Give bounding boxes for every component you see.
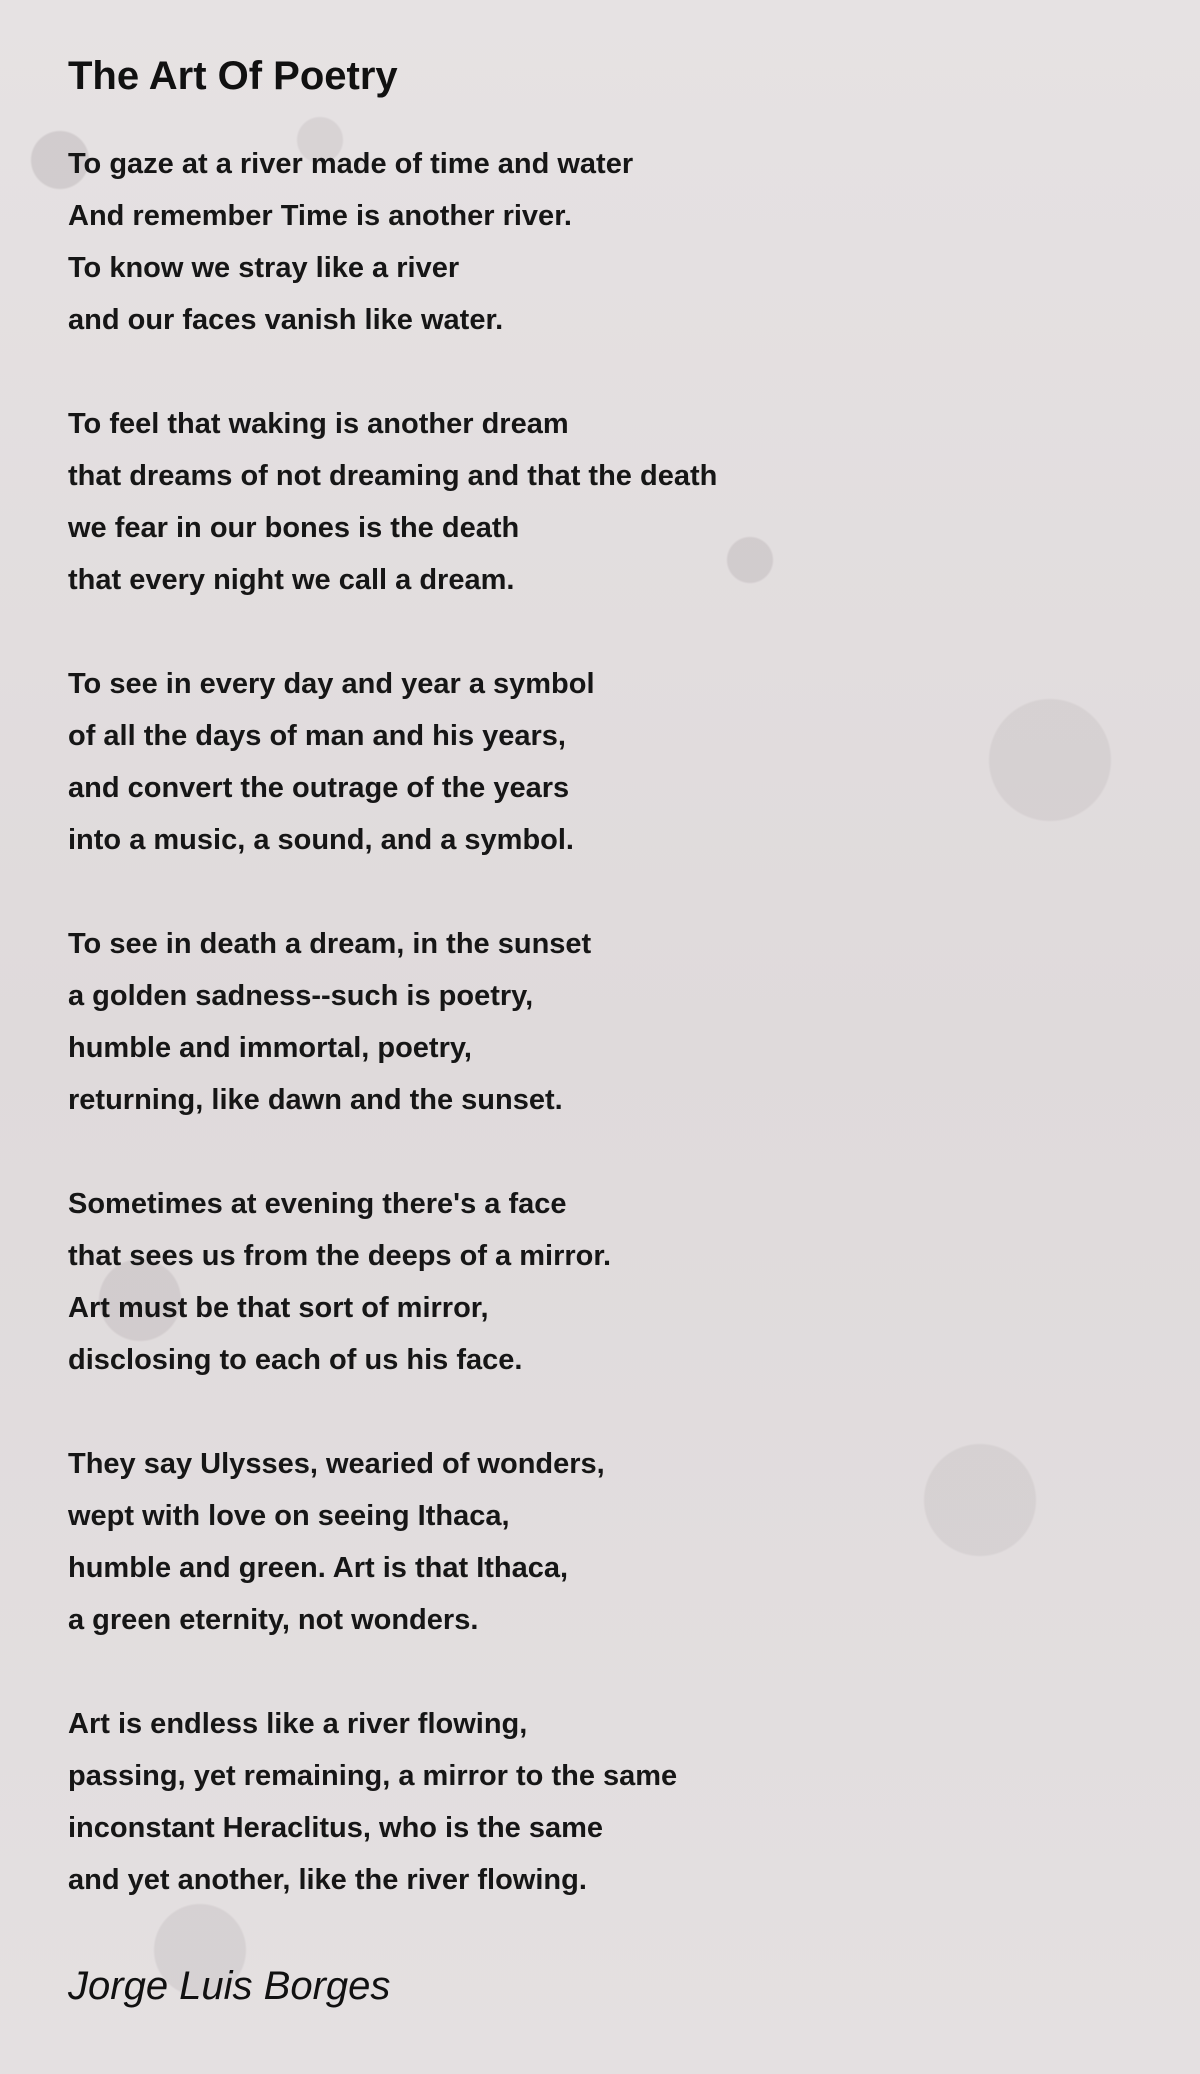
poem-line: Sometimes at evening there's a face <box>68 1188 567 1220</box>
poem-line: To see in death a dream, in the sunset <box>68 928 592 960</box>
poem-line: and convert the outrage of the years <box>68 772 570 804</box>
poem-line: Art is endless like a river flowing, <box>68 1708 528 1740</box>
poem-line: Art must be that sort of mirror, <box>68 1292 489 1324</box>
poem-line: disclosing to each of us his face. <box>68 1344 523 1376</box>
poem-line: To know we stray like a river <box>68 252 460 284</box>
poem-line: that dreams of not dreaming and that the death <box>68 460 718 492</box>
poem-line: To see in every day and year a symbol <box>68 668 595 700</box>
poem-line: that every night we call a dream. <box>68 564 515 596</box>
poem-line: of all the days of man and his years, <box>68 720 566 752</box>
stanza-3 <box>68 658 1128 866</box>
poem-page <box>68 48 1128 2014</box>
poem-line: To feel that waking is another dream <box>68 408 569 440</box>
stanza-5 <box>68 1178 1128 1386</box>
poem-line: a golden sadness--such is poetry, <box>68 980 534 1012</box>
poem-line: that sees us from the deeps of a mirror. <box>68 1240 612 1272</box>
poem-line: inconstant Heraclitus, who is the same <box>68 1812 604 1844</box>
poem-line: returning, like dawn and the sunset. <box>68 1084 563 1116</box>
stanza-7 <box>68 1698 1128 1906</box>
stanza-4 <box>68 918 1128 1126</box>
poem-line: passing, yet remaining, a mirror to the same <box>68 1760 678 1792</box>
poem-author: Jorge Luis Borges <box>68 1964 391 2008</box>
poem-title: The Art Of Poetry <box>68 54 398 98</box>
poem-line: we fear in our bones is the death <box>68 512 520 544</box>
poem-line: To gaze at a river made of time and water <box>68 148 634 180</box>
poem-line: They say Ulysses, wearied of wonders, <box>68 1448 605 1480</box>
poem-line: humble and immortal, poetry, <box>68 1032 472 1064</box>
stanza-6 <box>68 1438 1128 1646</box>
poem-line: wept with love on seeing Ithaca, <box>68 1500 510 1532</box>
poem-line: And remember Time is another river. <box>68 200 572 232</box>
poem-line: into a music, a sound, and a symbol. <box>68 824 574 856</box>
poem-line: humble and green. Art is that Ithaca, <box>68 1552 569 1584</box>
poem-line: and yet another, like the river flowing. <box>68 1864 587 1896</box>
poem-line: and our faces vanish like water. <box>68 304 504 336</box>
stanza-2 <box>68 398 1128 606</box>
poem-line: a green eternity, not wonders. <box>68 1604 479 1636</box>
stanza-1 <box>68 138 1128 346</box>
